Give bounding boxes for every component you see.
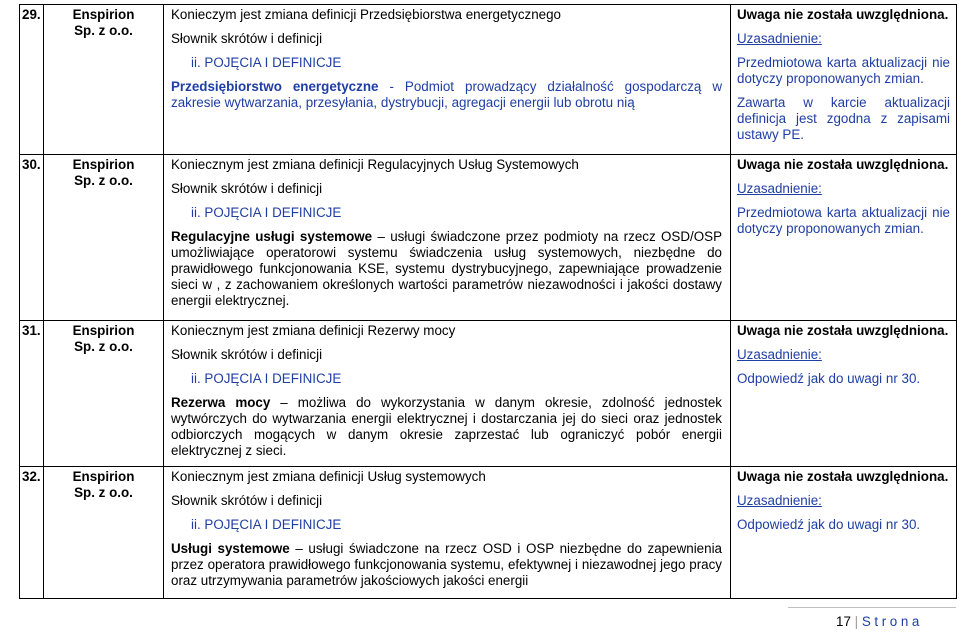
definition-text: – możliwa do wykorzystania w danym okresie, zdolność jednostek wytwórczych do wytwarzania energii elektrycznej i dostarczania jej do sieci oraz jednostek odbiorczych mogących w danym okresie zaprzestać lub ograniczyć pobór energii elektrycznej z sieci. xyxy=(171,395,722,458)
section-heading: ii. POJĘCIA I DEFINICJE xyxy=(191,371,342,386)
submitter xyxy=(44,155,164,321)
response-status: Uwaga nie została uwzględniona. xyxy=(737,323,949,338)
table-row xyxy=(20,155,957,321)
page-number: 17 xyxy=(836,614,851,629)
section-heading: ii. POJĘCIA I DEFINICJE xyxy=(191,205,342,220)
submitter-form: Sp. z o.o. xyxy=(74,23,133,38)
reason-text: Zawarta w karcie aktualizacji definicja jest zgodna z zapisami ustawy PE. xyxy=(737,95,950,142)
reason-text: Przedmiotowa karta aktualizacji nie dotyczy proponowanych zmian. xyxy=(737,205,950,236)
comments-table xyxy=(19,4,957,599)
submitter-name: Enspirion xyxy=(72,7,135,22)
comment-body xyxy=(164,321,731,467)
submitter-name: Enspirion xyxy=(72,323,135,338)
reason-text: Przedmiotowa karta aktualizacji nie dotyczy proponowanych zmian. xyxy=(737,55,950,86)
response-status: Uwaga nie została uwzględniona. xyxy=(737,157,949,172)
definition-text: – usługi świadczone przez podmioty na rzecz OSD/OSP umożliwiające operatorowi systemu świadczenia usług systemowych, niezbędne do prawidłowego funkcjonowania KSE, systemu dystrybucyjnego, zapewniające prowadzenie sieci w , z zachowaniem określonych wartości parametrów niezawodności i jakości dostawy energii elektrycznej. xyxy=(171,229,722,308)
response-status: Uwaga nie została uwzględniona. xyxy=(737,469,949,484)
submitter-form: Sp. z o.o. xyxy=(74,485,133,500)
comment-body xyxy=(164,155,731,321)
response xyxy=(731,467,957,599)
defined-term: Regulacyjne usługi systemowe xyxy=(171,229,373,244)
definition-text: – usługi świadczone na rzecz OSD i OSP niezbędne do zapewnienia przez operatora prawidłowego funkcjonowania systemu, efektywnej i niezawodnej jego pracy oraz utrzymywania parametrów jakościowych jakości energii xyxy=(171,541,722,588)
section-name: Słownik skrótów i definicji xyxy=(171,181,323,196)
comment-intro: Koniecznym jest zmiana definicji Rezerwy mocy xyxy=(171,323,456,338)
comment-intro: Konieczym jest zmiana definicji Przedsiębiorstwa energetycznego xyxy=(171,7,562,22)
defined-term: Usługi systemowe xyxy=(171,541,290,556)
comment-intro: Koniecznym jest zmiana definicji Regulacyjnych Usług Systemowych xyxy=(171,157,579,172)
table-row xyxy=(20,467,957,599)
section-name: Słownik skrótów i definicji xyxy=(171,493,323,508)
footer-separator: | xyxy=(854,614,859,629)
proposed-definition xyxy=(171,541,722,589)
definition-text: - Podmiot prowadzący działalność gospodarczą w zakresie wytwarzania, przesyłania, dystrybucji, agregacji energii lub obrotu nią xyxy=(171,79,722,110)
reason-label: Uzasadnienie: xyxy=(737,181,822,196)
page-footer xyxy=(836,614,923,629)
response xyxy=(731,5,957,155)
section-name: Słownik skrótów i definicji xyxy=(171,347,323,362)
submitter xyxy=(44,321,164,467)
row-number: 29. xyxy=(20,5,44,155)
submitter xyxy=(44,467,164,599)
table-row xyxy=(20,321,957,467)
footer-divider xyxy=(788,607,956,608)
section-heading: ii. POJĘCIA I DEFINICJE xyxy=(191,55,342,70)
submitter xyxy=(44,5,164,155)
comment-body xyxy=(164,5,731,155)
row-number: 32. xyxy=(20,467,44,599)
reason-label: Uzasadnienie: xyxy=(737,347,822,362)
comment-intro: Koniecznym jest zmiana definicji Usług systemowych xyxy=(171,469,486,484)
reason-label: Uzasadnienie: xyxy=(737,31,822,46)
row-number: 31. xyxy=(20,321,44,467)
submitter-form: Sp. z o.o. xyxy=(74,173,133,188)
proposed-definition xyxy=(171,229,722,309)
proposed-definition xyxy=(171,395,722,459)
response xyxy=(731,321,957,467)
page-label: Strona xyxy=(861,614,923,629)
proposed-definition xyxy=(171,79,722,111)
table-row xyxy=(20,5,957,155)
defined-term: Rezerwa mocy xyxy=(171,395,271,410)
section-heading: ii. POJĘCIA I DEFINICJE xyxy=(191,517,342,532)
reason-text: Odpowiedź jak do uwagi nr 30. xyxy=(737,517,921,532)
submitter-form: Sp. z o.o. xyxy=(74,339,133,354)
defined-term: Przedsiębiorstwo energetyczne xyxy=(171,79,379,94)
reason-label: Uzasadnienie: xyxy=(737,493,822,508)
response xyxy=(731,155,957,321)
submitter-name: Enspirion xyxy=(72,157,135,172)
response-status: Uwaga nie została uwzględniona. xyxy=(737,7,949,22)
reason-text: Odpowiedź jak do uwagi nr 30. xyxy=(737,371,921,386)
section-name: Słownik skrótów i definicji xyxy=(171,31,323,46)
comment-body xyxy=(164,467,731,599)
row-number: 30. xyxy=(20,155,44,321)
submitter-name: Enspirion xyxy=(72,469,135,484)
